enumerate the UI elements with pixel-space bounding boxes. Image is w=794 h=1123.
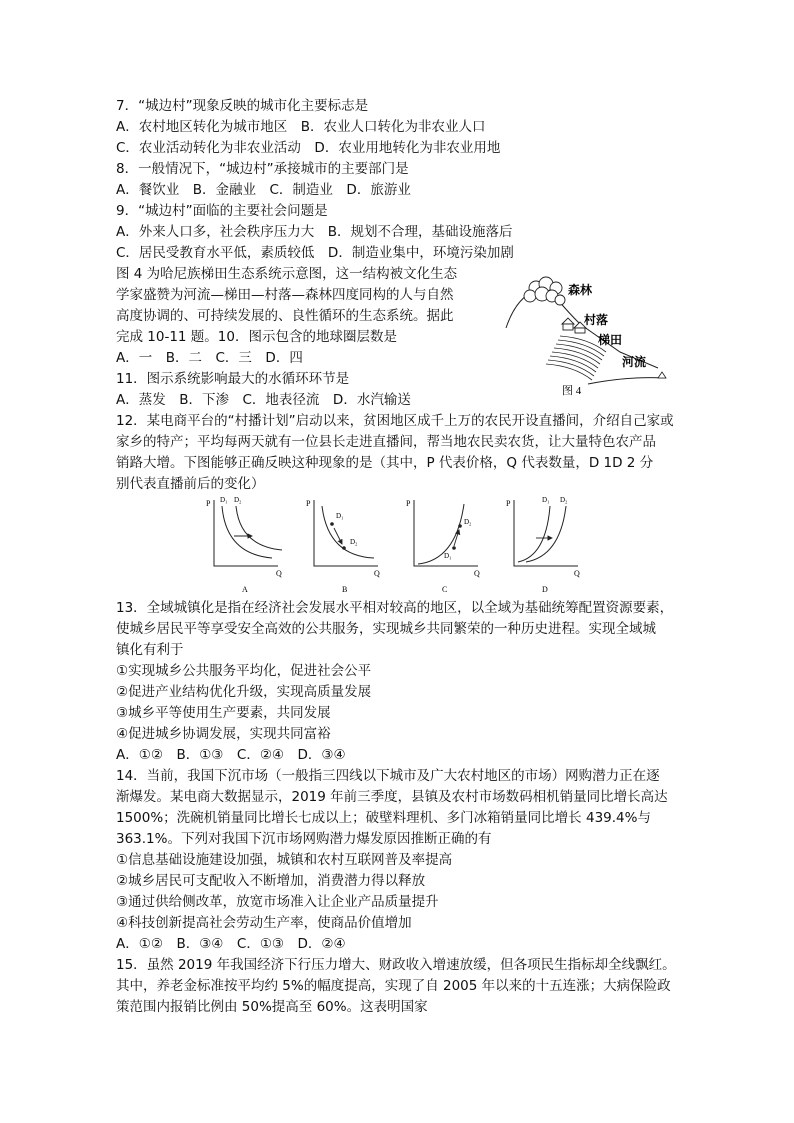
graph-letter: A [242, 585, 248, 594]
q7-options-cd: C．农业活动转化为非农业活动 D．农业用地转化为非农业用地 [116, 140, 501, 156]
label-village: 村落 [584, 313, 609, 327]
q13-line1: 13．全域城镇化是指在经济社会发展水平相对较高的地区，以全域为基础统筹配置资源要素， [116, 600, 674, 616]
axis-p-label: P [306, 499, 311, 508]
d2-label: D₂ [234, 496, 242, 504]
q13-options: A．①② B．①③ C．②④ D．③④ [116, 747, 346, 763]
q14-line3: 1500%；洗碗机销量同比增长七成以上；破壁料理机、多门冰箱销量同比增长 439.4%与 [116, 810, 651, 826]
q13-statement-2: ②促进产业结构优化升级，实现高质量发展 [116, 684, 372, 700]
axis-q-label: Q [474, 569, 480, 578]
label-forest: 森林 [568, 283, 593, 297]
axis-p-label: P [206, 499, 211, 508]
fig4-intro-line3: 高度协调的、可持续发展的、良性循环的生态系统。据此 [116, 308, 454, 324]
village-drawing [562, 318, 586, 333]
axis-q-label: Q [374, 569, 380, 578]
q9-stem: 9．“城边村”面临的主要社会问题是 [116, 203, 328, 219]
d2-label: D₂ [560, 496, 568, 504]
q15-line2: 其中，养老金标准按平均约 5%的幅度提高，实现了自 2005 年以来的十五连涨；大病保险政 [116, 978, 671, 994]
graph-c [406, 499, 480, 594]
q14-line1: 14．当前，我国下沉市场（一般指三四线以下城市及广大农村地区的市场）网购潜力正在逐 [116, 768, 660, 784]
graph-letter: C [442, 585, 448, 594]
d1-label: D₁ [542, 496, 550, 504]
q9-options-cd: C．居民受教育水平低，素质较低 D．制造业集中，环境污染加剧 [116, 245, 514, 261]
d1-label: D₁ [336, 512, 344, 520]
fig4-intro-line4-q10: 完成 10-11 题。10．图示包含的地球圈层数是 [116, 329, 397, 345]
q11-options: A．蒸发 B．下渗 C．地表径流 D．水汽输送 [116, 392, 411, 408]
axis-p-label: P [506, 499, 511, 508]
graph-d [506, 496, 580, 594]
q10-options: A．一 B．二 C．三 D．四 [116, 350, 303, 366]
q14-line2: 渐爆发。某电商大数据显示，2019 年前三季度，县镇及农村市场数码相机销量同比增长高达 [116, 789, 668, 805]
axis-q-label: Q [276, 569, 282, 578]
q12-line3: 销路大增。下图能够正确反映这种现象的是（其中，P 代表价格，Q 代表数量，D 1D 2 分 [116, 455, 654, 471]
q14-statement-4: ④科技创新提高社会劳动生产率，使商品价值增加 [116, 915, 412, 931]
graph-a [206, 496, 282, 594]
figure-4-terrace-ecosystem [488, 268, 678, 400]
forest-drawing [524, 277, 565, 305]
q12-line2: 家乡的特产；平均每两天就有一位县长走进直播间，帮当地农民卖农货，让大量特色农产品 [116, 434, 656, 450]
q12-line4: 别代表直播前后的变化） [116, 476, 265, 492]
q14-statement-3: ③通过供给侧改革，放宽市场准入让企业产品质量提升 [116, 894, 439, 910]
q8-stem: 8．一般情况下，“城边村”承接城市的主要部门是 [116, 161, 409, 177]
q7-options-ab: A．农村地区转化为城市地区 B．农业人口转化为非农业人口 [116, 119, 486, 135]
q12-line1: 12．某电商平台的“村播计划”启动以来，贫困地区成千上万的农民开设直播间，介绍自己家或 [116, 413, 674, 429]
graph-b [306, 499, 380, 594]
q14-statement-2: ②城乡居民可支配收入不断增加，消费潜力得以释放 [116, 873, 426, 889]
q12-demand-graphs [196, 492, 596, 596]
q13-statement-3: ③城乡平等使用生产要素，共同发展 [116, 705, 331, 721]
q8-options: A．餐饮业 B．金融业 C．制造业 D．旅游业 [116, 182, 411, 198]
d2-label: D₂ [350, 538, 358, 546]
label-terrace: 梯田 [598, 333, 623, 347]
q7-stem: 7．“城边村”现象反映的城市化主要标志是 [116, 98, 369, 114]
q15-line1: 15．虽然 2019 年我国经济下行压力增大、财政收入增速放缓，但各项民生指标却全线飘红。 [116, 957, 676, 973]
q9-options-ab: A．外来人口多，社会秩序压力大 B．规划不合理，基础设施落后 [116, 224, 513, 240]
fig4-intro-line1: 图 4 为哈尼族梯田生态系统示意图，这一结构被文化生态 [116, 266, 458, 282]
axis-q-label: Q [574, 569, 580, 578]
figure-4-caption: 图 4 [562, 385, 582, 397]
q13-statement-4: ④促进城乡协调发展，实现共同富裕 [116, 726, 331, 742]
q11-stem: 11．图示系统影响最大的水循环环节是 [116, 371, 350, 387]
d2-label: D₂ [464, 518, 472, 526]
q15-line3: 策范围内报销比例由 50%提高至 60%。这表明国家 [116, 999, 428, 1015]
q14-statement-1: ①信息基础设施建设加强，城镇和农村互联网普及率提高 [116, 852, 453, 868]
fig4-intro-line2: 学家盛赞为河流—梯田—村落—森林四度同构的人与自然 [116, 287, 454, 303]
terrace-drawing [546, 336, 606, 380]
river-drawing [588, 378, 666, 384]
d1-label: D₁ [220, 496, 228, 504]
q13-line3: 镇化有利于 [116, 642, 184, 658]
q14-options: A．①② B．③④ C．①③ D．②④ [116, 936, 346, 952]
q14-line4: 363.1%。下列对我国下沉市场网购潜力爆发原因推断正确的有 [116, 831, 492, 847]
q13-line2: 使城乡居民平等享受安全高效的公共服务，实现城乡共同繁荣的一种历史进程。实现全域城 [116, 621, 656, 637]
label-river: 河流 [622, 355, 647, 369]
q13-statement-1: ①实现城乡公共服务平均化，促进社会公平 [116, 663, 372, 679]
graph-letter: B [342, 585, 348, 594]
graph-letter: D [542, 585, 548, 594]
axis-p-label: P [406, 499, 411, 508]
d1-label: D₁ [444, 552, 452, 560]
